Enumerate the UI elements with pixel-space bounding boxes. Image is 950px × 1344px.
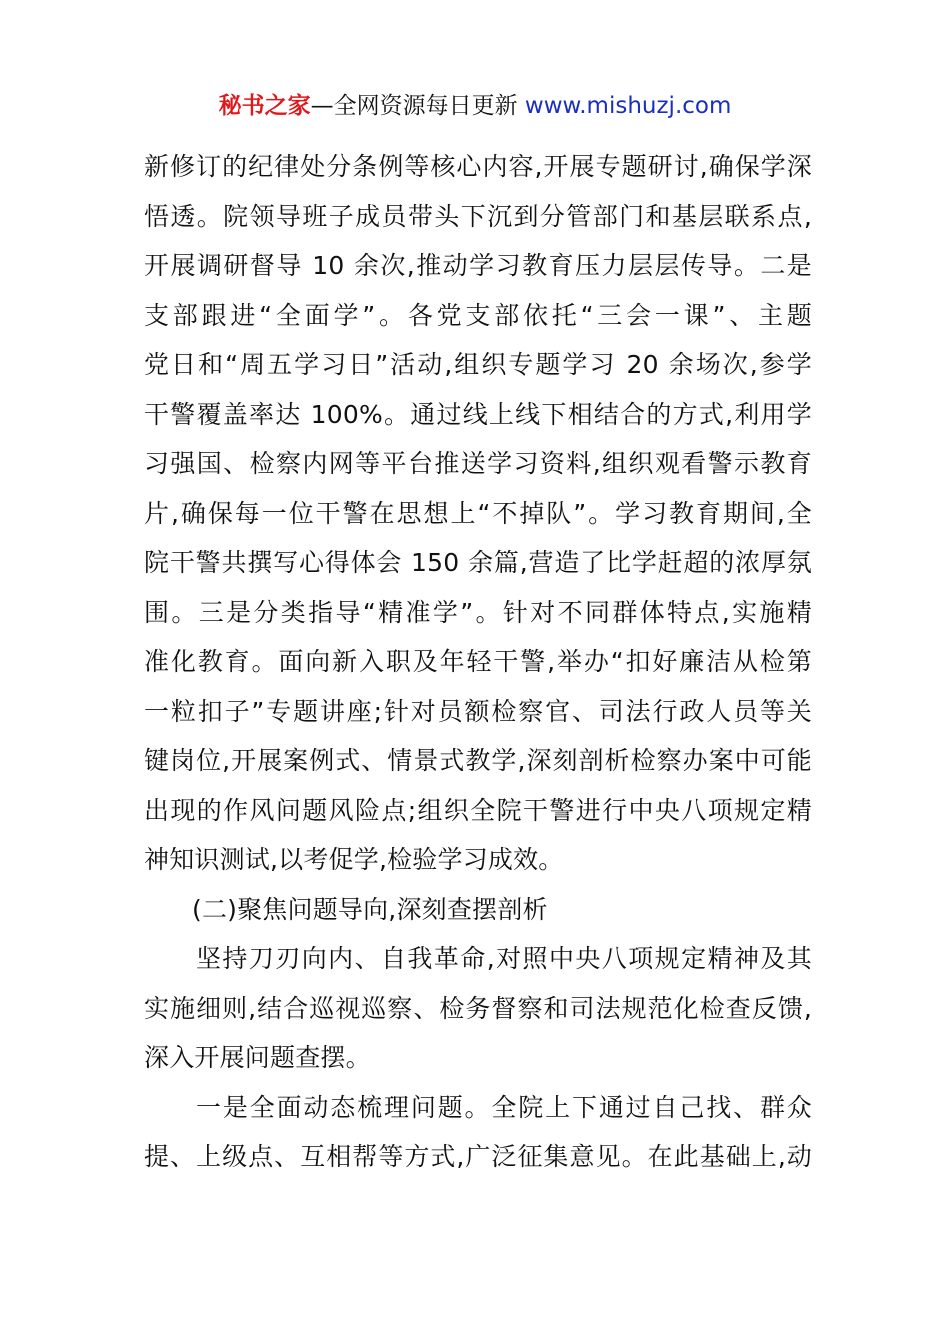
text-line: 习强国、检察内网等平台推送学习资料,组织观看警示教育 bbox=[144, 449, 812, 478]
text-line: 干警覆盖率达 100%。通过线上线下相结合的方式,利用学 bbox=[144, 399, 812, 429]
text-line: 一是全面动态梳理问题。全院上下通过自己找、群众 bbox=[196, 1092, 812, 1122]
brand-name: 秘书之家 bbox=[218, 93, 311, 119]
text-line: 神知识测试,以考促学,检验学习成效。 bbox=[144, 845, 564, 874]
text-line: 出现的作风问题风险点;组织全院干警进行中央八项规定精 bbox=[144, 795, 812, 825]
text-line: 围。三是分类指导“精准学”。针对不同群体特点,实施精 bbox=[144, 597, 812, 627]
text-line: 一粒扣子”专题讲座;针对员额检察官、司法行政人员等关 bbox=[144, 696, 812, 726]
text-line: 实施细则,结合巡视巡察、检务督察和司法规范化检查反馈, bbox=[144, 993, 812, 1023]
text-line: 提、上级点、互相帮等方式,广泛征集意见。在此基础上,动 bbox=[144, 1142, 812, 1171]
text-line: 深入开展问题查摆。 bbox=[144, 1043, 371, 1072]
text-line: 党日和“周五学习日”活动,组织专题学习 20 余场次,参学 bbox=[144, 350, 812, 379]
page-header bbox=[0, 88, 950, 124]
text-line: 准化教育。面向新入职及年轻干警,举办“扣好廉洁从检第 bbox=[144, 647, 812, 676]
text-line: 新修订的纪律处分条例等核心内容,开展专题研讨,确保学深 bbox=[144, 152, 812, 181]
text-line: 悟透。院领导班子成员带头下沉到分管部门和基层联系点, bbox=[144, 201, 812, 231]
header-tagline: —全网资源每日更新 bbox=[310, 93, 525, 119]
text-line: 院干警共撰写心得体会 150 余篇,营造了比学赶超的浓厚氛 bbox=[144, 548, 812, 577]
text-line: 片,确保每一位干警在思想上“不掉队”。学习教育期间,全 bbox=[144, 498, 812, 528]
text-line: 支部跟进“全面学”。各党支部依托“三会一课”、主题 bbox=[144, 300, 812, 330]
text-line: 开展调研督导 10 余次,推动学习教育压力层层传导。二是 bbox=[144, 251, 812, 280]
section-heading: (二)聚焦问题导向,深刻查摆剖析 bbox=[192, 894, 548, 924]
text-line: 坚持刀刃向内、自我革命,对照中央八项规定精神及其 bbox=[196, 944, 812, 973]
text-line: 键岗位,开展案例式、情景式教学,深刻剖析检察办案中可能 bbox=[144, 746, 812, 775]
document-body bbox=[144, 142, 812, 1182]
header-url-link[interactable]: www.mishuzj.com bbox=[524, 93, 732, 119]
